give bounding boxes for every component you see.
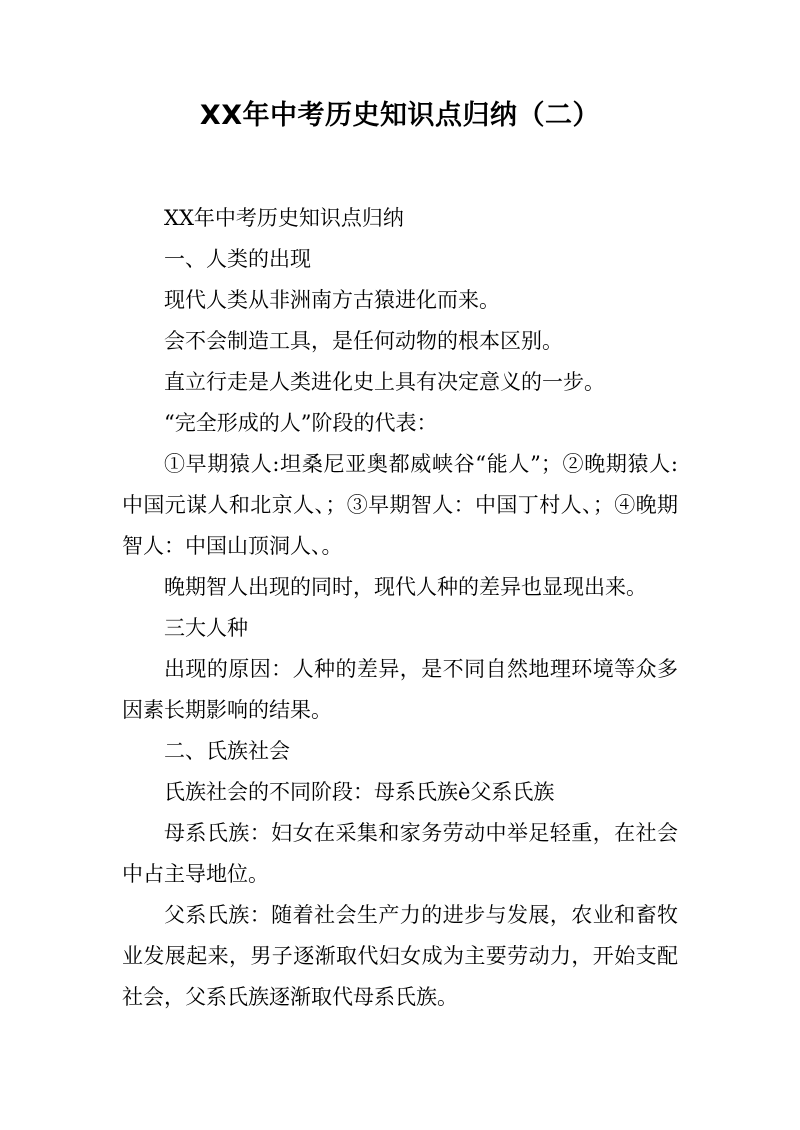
section-heading-human-emergence: 一、人类的出现 xyxy=(164,247,311,271)
paragraph-subtitle: XX年中考历史知识点归纳 xyxy=(164,206,404,230)
paragraph: 母系氏族：妇女在采集和家务劳动中举足轻重，在社会中占主导地位。 xyxy=(122,821,678,886)
paragraph: “完全形成的人”阶段的代表： xyxy=(164,411,438,435)
paragraph: 会不会制造工具，是任何动物的根本区别。 xyxy=(164,329,563,353)
paragraph: 氏族社会的不同阶段：母系氏族è父系氏族 xyxy=(164,780,555,804)
subheading-three-races: 三大人种 xyxy=(164,616,248,640)
paragraph: 父系氏族：随着社会生产力的进步与发展，农业和畜牧业发展起来，男子逐渐取代妇女成为主要劳动力，开始支配社会，父系氏族逐渐取代母系氏族。 xyxy=(122,903,678,1009)
paragraph: 出现的原因：人种的差异，是不同自然地理环境等众多因素长期影响的结果。 xyxy=(122,657,678,722)
paragraph: ①早期猿人:坦桑尼亚奥都威峡谷“能人”；②晚期猿人:中国元谋人和北京人、；③早期智人：中国丁村人、；④晚期智人：中国山顶洞人、。 xyxy=(122,452,678,558)
paragraph: 直立行走是人类进化史上具有决定意义的一步。 xyxy=(164,370,605,394)
section-heading-clan-society: 二、氏族社会 xyxy=(164,739,290,763)
document-title: XX年中考历史知识点归纳（二） xyxy=(199,100,601,131)
paragraph: 现代人类从非洲南方古猿进化而来。 xyxy=(164,288,500,312)
paragraph: 晚期智人出现的同时，现代人种的差异也显现出来。 xyxy=(164,575,647,599)
document-body xyxy=(122,198,678,1018)
